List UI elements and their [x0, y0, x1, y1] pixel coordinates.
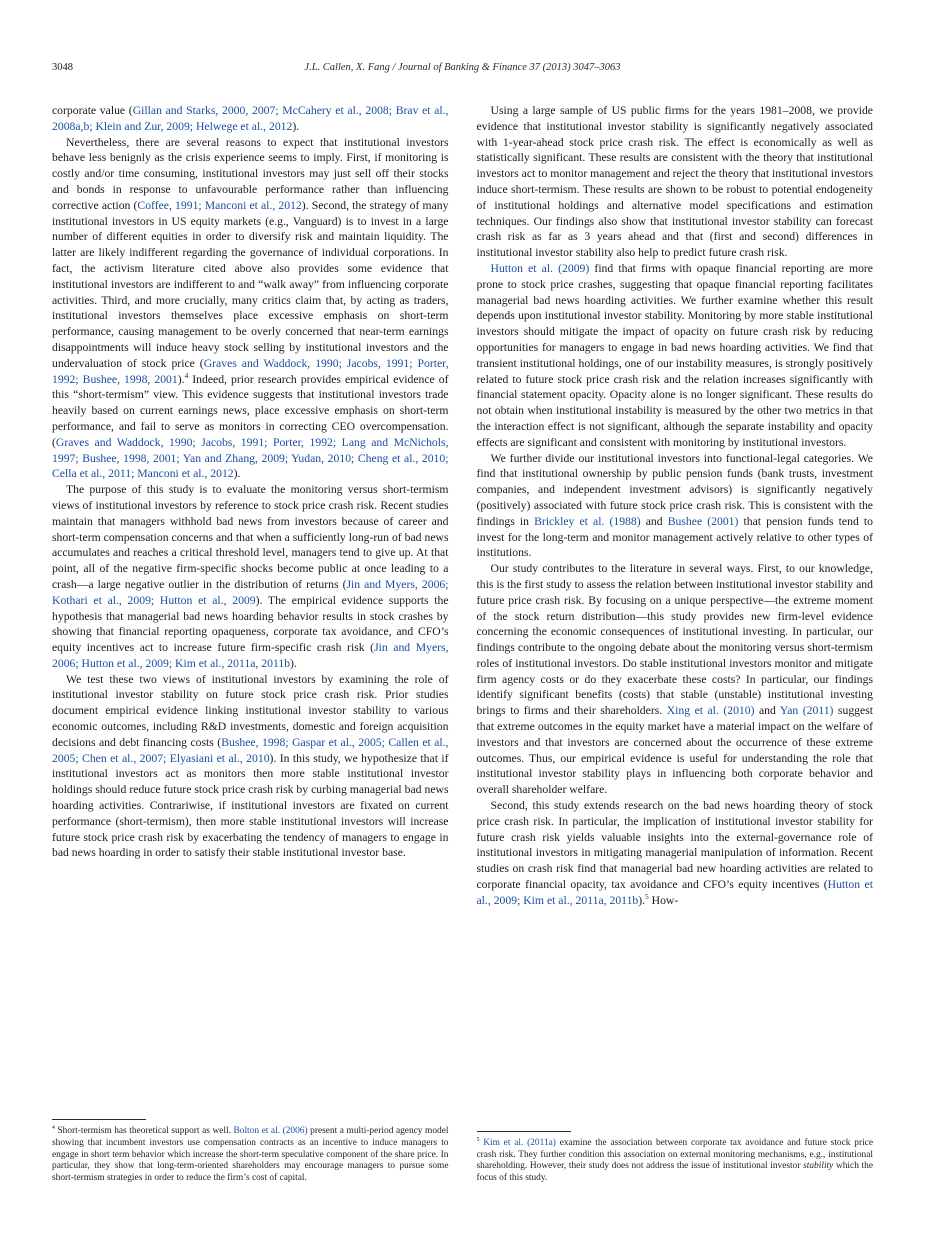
footnote-marker[interactable]: 5 — [645, 892, 649, 901]
citation-link[interactable]: Bushee, 1998; Gaspar et al., 2005; Callen et al., 2005; Chen et al., 2007; Elyasiani et al., 2010 — [52, 735, 449, 765]
two-column-body — [52, 103, 873, 1185]
citation-link[interactable]: Coffee, 1991; Manconi et al., 2012 — [137, 198, 302, 212]
paragraph: Hutton et al. (2009) find that firms with opaque financial reporting are more prone to stock price crashes, suggesting that opaque financial reporting facilitates managerial bad news hoarding activities. We further examine whether this result depends upon institutional investor stability. Monitoring by more stable institutional investors should mitigate the impact of opacity on future crash risk by reducing opportunities for managers to engage in bad news hoarding activities. We find that transient institutional holdings, one of our instability measures, is strongly positively related to future stock price crash risk and the relation increases significantly with financial statement opacity. Opacity alone is no longer significant. These results do not obtain when institutional instability is measured by the other two metrics in that the interaction effect is not significant, although the separate instability and opacity effects are significant and consistent with monitoring by institutional investors. — [476, 261, 873, 449]
citation-link[interactable]: Gillan and Starks, 2000, 2007; McCahery et al., 2008; Brav et al., 2008a,b; Klein and Zur, 2009; Helwege et al., 2012 — [52, 104, 449, 133]
footnote: $^5$ Kim et al. (2011a) examine the association between corporate tax avoidance and future stock price crash risk. They further condition this association on external monitoring mechanisms, e.g., institutional shareholding. However, their study does not address the issue of institutional investor stability which the focus of this study. — [476, 1136, 873, 1184]
paragraph: Nevertheless, there are several reasons to expect that institutional investors behave less benignly as the crisis experience seems to imply. First, if monitoring is costly and/or time consuming, institutional investors may just sell off their stocks and bonds in response to unfavourable performance rather than influencing corrective action (Coffee, 1991; Manconi et al., 2012). Second, the strategy of many institutional investors in US equity markets (e.g., Vanguard) is to invest in a large number of different equities in order to diversify risk and maintain liquidity. The latter are likely indifferent regarding the governance of individual corporations. In fact, the activism literature cited above also provides some evidence that institutional investors are indifferent to and “walk away” from influencing corporate activities. Third, and more crucially, many critics claim that, by acting as traders, institutional investors themselves place excessive emphasis on short-term performance, causing management to be overly concerned that near-term earnings disappointments will induce heavy stock selling by institutional investors and the undervaluation of stock price (Graves and Waddock, 1990; Jacobs, 1991; Porter, 1992; Bushee, 1998, 2001).$^4$ Indeed, prior research provides empirical evidence of this “short-termism” view. This evidence suggests that institutional investors trade heavily based on current earnings news, place excessive emphasis on short-term performance, and fail to serve as monitors in correcting CEO overcompensation. (Graves and Waddock, 1990; Jacobs, 1991; Porter, 1992; Lang and McNichols, 1997; Bushee, 1998, 2001; Yan and Zhang, 2009; Yudan, 2010; Cheng et al., 2010; Cella et al., 2011; Manconi et al., 2012). — [52, 135, 449, 481]
page-number: 3048 — [52, 62, 73, 73]
citation-link[interactable]: Brickley et al. (1988) — [534, 514, 641, 528]
paragraph: Using a large sample of US public firms for the years 1981–2008, we provide evidence that institutional investor stability is significantly negatively associated with 1-year-ahead stock price crash risk. The effect is economically as well as statistically significant. These results are consistent with the theory that institutional investors act to monitor management and reject the theory that institutional investors induce short-termism. These results are shown to be robust to potential endogeneity of institutional holdings and alternative model specifications and estimation techniques. Our findings also show that institutional investor stability can forecast crash risk as far as 3 years ahead and that (first and second) differences in institutional investor stability also help to predict future crash risk. — [476, 104, 873, 260]
footnote-marker[interactable]: 4 — [52, 1124, 55, 1131]
paragraph: corporate value (Gillan and Starks, 2000, 2007; McCahery et al., 2008; Brav et al., 2008a,b; Klein and Zur, 2009; Helwege et al., 2012). — [52, 104, 449, 133]
citation-link[interactable]: Yan (2011) — [779, 704, 834, 718]
footnote-marker[interactable]: 5 — [476, 1136, 480, 1143]
paragraph: We further divide our institutional investors into functional-legal categories. We find that institutional ownership by public pension funds (bank trusts, investment companies, and independent investment advisors) is significantly negatively (positively) associated with future stock price crash risk. This is consistent with the findings in Brickley et al. (1988) and Bushee (2001) that pension funds tend to invest for the long-term and monitor management actively relative to other types of institutions. — [476, 451, 873, 560]
footnote: $^4$ Short-termism has theoretical support as well. Bolton et al. (2006) present a multi-period agency model showing that incumbent investors use compensation contracts as an incentive to induce managers to engage in short term behavior which increase the short-term speculative component of the share price. In particular, they show that long-term-oriented shareholders may encourage managers to pursue some short-termism strategies in order to reduce the firm’s cost of capital. — [52, 1124, 449, 1184]
citation-link[interactable]: Xing et al. (2010) — [666, 704, 755, 718]
citation-link[interactable]: Graves and Waddock, 1990; Jacobs, 1991; Porter, 1992; Lang and McNichols, 1997; Bushee, 1998, 2001; Yan and Zhang, 2009; Yudan, 2010; Cheng et al., 2010; Cella et al., 2011; Manconi et al., 2012 — [52, 435, 449, 481]
citation-link[interactable]: Jin and Myers, 2006; Kothari et al., 2009; Hutton et al., 2009 — [52, 577, 449, 607]
citation-link[interactable]: Jin and Myers, 2006; Hutton et al., 2009; Kim et al., 2011a, 2011b — [52, 641, 449, 670]
citation-link[interactable]: Hutton et al. (2009) — [490, 261, 590, 275]
right-column — [477, 103, 874, 1185]
emphasis-text: stability — [803, 1161, 834, 1172]
citation-link[interactable]: Bushee (2001) — [667, 514, 739, 528]
paragraph: The purpose of this study is to evaluate the monitoring versus short-termism views of institutional investors by reference to stock price crash risk. Recent studies maintain that managers withhold bad news from investors because of career and short-term compensation concerns and that when a sufficiently long-run of bad news accumulates and reaches a critical threshold level, managers tend to give up. At that point, all of the negative firm-specific shocks become public at once leading to a crash—a large negative outlier in the distribution of returns (Jin and Myers, 2006; Kothari et al., 2009; Hutton et al., 2009). The empirical evidence supports the hypothesis that managerial bad news hoarding behavior results in stock crashes by showing that financial reporting opaqueness, corporate tax avoidance, and CFO’s equity incentives act to increase future firm-specific crash risk (Jin and Myers, 2006; Hutton et al., 2009; Kim et al., 2011a, 2011b). — [52, 483, 449, 670]
citation-link[interactable]: Kim et al. (2011a) — [483, 1137, 556, 1148]
footnote-block — [52, 1109, 449, 1185]
footnote-divider — [52, 1119, 146, 1120]
citation-link[interactable]: Graves and Waddock, 1990; Jacobs, 1991; Porter, 1992; Bushee, 1998, 2001 — [52, 356, 449, 386]
footnote-marker[interactable]: 4 — [184, 371, 189, 380]
page-header — [52, 62, 873, 77]
footnote-block — [477, 1121, 874, 1185]
paragraph: Second, this study extends research on the bad news hoarding theory of stock price crash risk. In particular, the implication of institutional investor stability for future crash risk yields valuable insights into the external-governance role of institutional investors in mitigating managerial manipulation of information. Recent studies on crash risk find that managerial bad new hoarding activities are related to corporate financial opacity, tax avoidance and CFO’s equity incentives (Hutton et al., 2009; Kim et al., 2011a, 2011b).$^5$ How- — [476, 799, 873, 907]
citation-link[interactable]: Bolton et al. (2006) — [233, 1126, 308, 1137]
journal-reference: J.L. Callen, X. Fang / Journal of Banking & Finance 37 (2013) 3047–3063 — [304, 62, 621, 73]
paragraph: Our study contributes to the literature in several ways. First, to our knowledge, this is the first study to assess the relation between institutional investor stability and future price crash risk. By focusing on a unique perspective—the extreme moment of the stock return distribution—this study provides new firm-level evidence concerning the economic consequences of institutional investing. In particular, our findings contribute to the ongoing debate about the monitoring versus short-termism roles of institutional investors. Do stable institutional investors monitor and mitigate firm agency costs or do they exacerbate these costs? In particular, our findings identify significant benefits (costs) that stable (unstable) institutional investing brings to firms and their shareholders. Xing et al. (2010) and Yan (2011) suggest that extreme outcomes in the equity market have a material impact on the welfare of investors and that investors are concerned about the occurrence of these extreme outcomes. Thus, our empirical evidence is useful for understanding the role that institutional investor stability plays in influencing both corporate behavior and overall shareholder welfare. — [476, 562, 873, 797]
footnote-divider — [477, 1131, 571, 1132]
left-column — [52, 103, 449, 1185]
paragraph: We test these two views of institutional investors by examining the role of institutional investor stability on future stock price crash risk. Prior studies document empirical evidence linking institutional investor stability to various economic outcomes, including R&D investments, domestic and foreign acquisition decisions and debt financing costs (Bushee, 1998; Gaspar et al., 2005; Callen et al., 2005; Chen et al., 2007; Elyasiani et al., 2010). In this study, we hypothesize that if institutional investors act as monitors then more stable institutional investor holdings should reduce future stock price crash risk by curbing managerial bad news hoarding activities. Contrariwise, if institutional investors are fixated on current performance (short-termism), then more stable institutional investors will increase future stock price crash risk by exacerbating the tendency of managers to engage in bad news hoarding in order to satisfy their stable institutional investor base. — [52, 672, 449, 860]
citation-link[interactable]: Hutton et al., 2009; Kim et al., 2011a, 2011b — [476, 878, 873, 907]
